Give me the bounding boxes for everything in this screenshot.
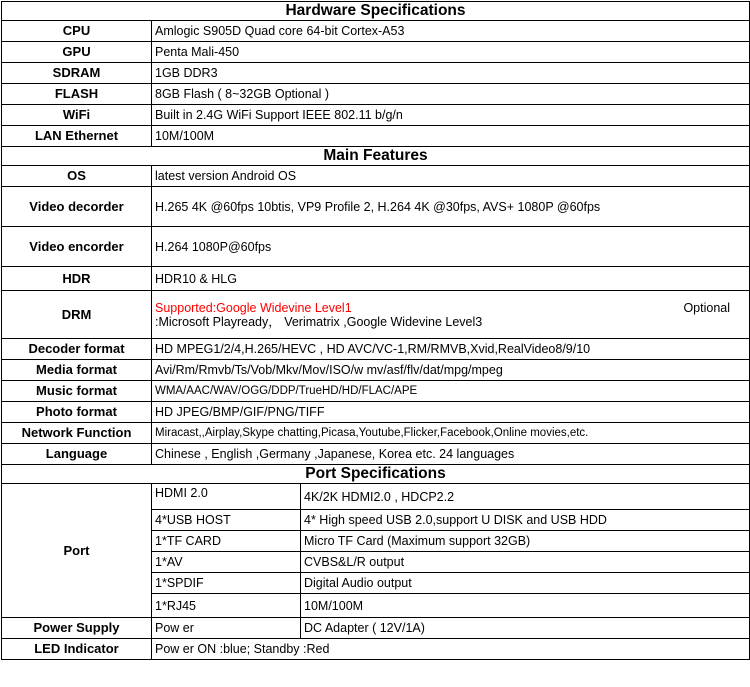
port-desc: Micro TF Card (Maximum support 32GB) <box>301 531 750 552</box>
port-label: Port <box>2 484 152 618</box>
sdram-label: SDRAM <box>2 63 152 84</box>
language-value: Chinese , English ,Germany ,Japanese, Korea etc. 24 languages <box>152 444 750 465</box>
drm-value <box>152 291 750 339</box>
drm-label: DRM <box>2 291 152 339</box>
lan-value: 10M/100M <box>152 126 750 147</box>
hdr-value: HDR10 & HLG <box>152 267 750 291</box>
hardware-section-row <box>2 2 750 21</box>
port-name: 1*RJ45 <box>152 594 301 618</box>
port-name: 1*AV <box>152 552 301 573</box>
network-function-value: Miracast,,Airplay,Skype chatting,Picasa,Youtube,Flicker,Facebook,Online movies,etc. <box>152 423 750 444</box>
ports-section-title: Port Specifications <box>2 465 750 484</box>
table-row <box>2 339 750 360</box>
table-row <box>2 42 750 63</box>
table-row <box>2 126 750 147</box>
gpu-value: Penta Mali-450 <box>152 42 750 63</box>
drm-supported-text: Supported:Google Widevine Level1 <box>155 300 352 315</box>
decoder-format-label: Decoder format <box>2 339 152 360</box>
power-supply-label: Power Supply <box>2 618 152 639</box>
table-row <box>2 267 750 291</box>
port-desc: 4* High speed USB 2.0,support U DISK and USB HDD <box>301 510 750 531</box>
port-name: HDMI 2.0 <box>152 484 301 510</box>
port-name: 1*SPDIF <box>152 573 301 594</box>
port-name: 1*TF CARD <box>152 531 301 552</box>
video-encoder-value: H.264 1080P@60fps <box>152 227 750 267</box>
os-label: OS <box>2 166 152 187</box>
ports-section-row <box>2 465 750 484</box>
features-section-row <box>2 147 750 166</box>
hdr-label: HDR <box>2 267 152 291</box>
drm-optional-text: Optional <box>683 300 731 315</box>
cpu-label: CPU <box>2 21 152 42</box>
table-row <box>2 105 750 126</box>
table-row <box>2 402 750 423</box>
wifi-label: WiFi <box>2 105 152 126</box>
video-decoder-label: Video decorder <box>2 187 152 227</box>
table-row <box>2 639 750 660</box>
lan-label: LAN Ethernet <box>2 126 152 147</box>
decoder-format-value: HD MPEG1/2/4,H.265/HEVC , HD AVC/VC-1,RM/RMVB,Xvid,RealVideo8/9/10 <box>152 339 750 360</box>
drm-line-2: :Microsoft Playready， Verimatrix ,Google Widevine Level3 <box>155 314 483 329</box>
port-name: 4*USB HOST <box>152 510 301 531</box>
table-row <box>2 21 750 42</box>
port-desc: 4K/2K HDMI2.0 , HDCP2.2 <box>301 484 750 510</box>
media-format-label: Media format <box>2 360 152 381</box>
led-indicator-label: LED Indicator <box>2 639 152 660</box>
photo-format-label: Photo format <box>2 402 152 423</box>
hardware-section-title: Hardware Specifications <box>2 2 750 21</box>
flash-label: FLASH <box>2 84 152 105</box>
power-desc: DC Adapter ( 12V/1A) <box>301 618 750 639</box>
features-section-title: Main Features <box>2 147 750 166</box>
music-format-label: Music format <box>2 381 152 402</box>
language-label: Language <box>2 444 152 465</box>
table-row <box>2 291 750 339</box>
media-format-value: Avi/Rm/Rmvb/Ts/Vob/Mkv/Mov/ISO/w mv/asf/flv/dat/mpg/mpeg <box>152 360 750 381</box>
wifi-value: Built in 2.4G WiFi Support IEEE 802.11 b/g/n <box>152 105 750 126</box>
cpu-value: Amlogic S905D Quad core 64-bit Cortex-A53 <box>152 21 750 42</box>
table-row <box>2 227 750 267</box>
video-decoder-value: H.265 4K @60fps 10btis, VP9 Profile 2, H.264 4K @30fps, AVS+ 1080P @60fps <box>152 187 750 227</box>
os-value: latest version Android OS <box>152 166 750 187</box>
table-row <box>2 618 750 639</box>
gpu-label: GPU <box>2 42 152 63</box>
port-desc: CVBS&L/R output <box>301 552 750 573</box>
video-encoder-label: Video encorder <box>2 227 152 267</box>
sdram-value: 1GB DDR3 <box>152 63 750 84</box>
power-name: Pow er <box>152 618 301 639</box>
table-row <box>2 484 750 510</box>
table-row <box>2 444 750 465</box>
table-row <box>2 381 750 402</box>
table-row <box>2 360 750 381</box>
table-row <box>2 423 750 444</box>
port-desc: 10M/100M <box>301 594 750 618</box>
drm-line-1 <box>155 301 746 315</box>
music-format-value: WMA/AAC/WAV/OGG/DDP/TrueHD/HD/FLAC/APE <box>152 381 750 402</box>
network-function-label: Network Function <box>2 423 152 444</box>
photo-format-value: HD JPEG/BMP/GIF/PNG/TIFF <box>152 402 750 423</box>
table-row <box>2 63 750 84</box>
table-row <box>2 166 750 187</box>
table-row <box>2 84 750 105</box>
table-row <box>2 187 750 227</box>
spec-table <box>1 1 750 660</box>
spec-sheet <box>1 1 749 685</box>
port-desc: Digital Audio output <box>301 573 750 594</box>
flash-value: 8GB Flash ( 8~32GB Optional ) <box>152 84 750 105</box>
led-indicator-value: Pow er ON :blue; Standby :Red <box>152 639 750 660</box>
